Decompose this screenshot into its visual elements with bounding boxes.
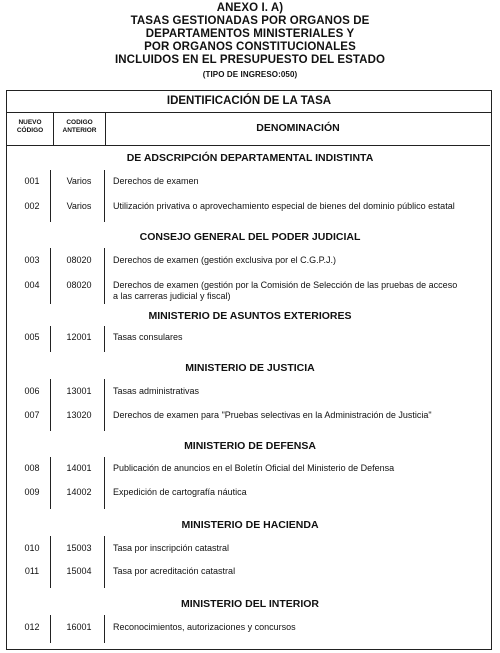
old-code: 12001 <box>66 332 92 342</box>
column-divider <box>50 457 51 509</box>
column-divider <box>50 326 51 352</box>
column-divider <box>50 170 51 222</box>
col-header-new-code-line-1: NUEVO <box>18 119 42 126</box>
denomination-line: Derechos de examen (gestión por la Comisión de Selección de las pruebas de acceso <box>113 280 458 290</box>
new-code: 011 <box>24 566 40 576</box>
income-type-note: (TIPO DE INGRESO:050) <box>202 70 298 79</box>
doc-title-line-3: POR ORGANOS CONSTITUCIONALES <box>144 41 356 53</box>
table-title: IDENTIFICACIÓN DE LA TASA <box>7 91 491 113</box>
denomination <box>113 280 485 302</box>
old-code: 08020 <box>66 280 92 290</box>
denomination: Tasa por inscripción catastral <box>113 543 230 553</box>
new-code: 006 <box>24 386 40 396</box>
section-title: DE ADSCRIPCIÓN DEPARTAMENTAL INDISTINTA <box>126 152 374 164</box>
denomination: Derechos de examen <box>113 176 199 186</box>
new-code: 003 <box>24 255 40 265</box>
denomination: Derechos de examen para "Pruebas selectivas en la Administración de Justicia" <box>113 410 432 420</box>
old-code: 15004 <box>66 566 92 576</box>
denomination: Tasa por acreditación catastral <box>113 566 236 576</box>
column-divider <box>104 326 105 352</box>
column-divider <box>104 170 105 222</box>
section-title: MINISTERIO DEL INTERIOR <box>180 598 320 610</box>
denomination: Publicación de anuncios en el Boletín Oficial del Ministerio de Defensa <box>113 463 395 473</box>
new-code: 005 <box>24 332 40 342</box>
section-title: CONSEJO GENERAL DEL PODER JUDICIAL <box>139 231 361 243</box>
denomination-line: a las carreras judicial y fiscal) <box>113 291 231 301</box>
old-code: 13020 <box>66 410 92 420</box>
doc-title-line-2: DEPARTAMENTOS MINISTERIALES Y <box>145 28 355 40</box>
old-code: Varios <box>66 176 92 186</box>
new-code: 012 <box>24 622 40 632</box>
col-header-old-code <box>54 113 106 146</box>
doc-title-line-4: INCLUIDOS EN EL PRESUPUESTO DEL ESTADO <box>114 54 386 66</box>
denomination: Tasas administrativas <box>113 386 200 396</box>
column-divider <box>104 457 105 509</box>
doc-title-line-1: TASAS GESTIONADAS POR ORGANOS DE <box>130 15 370 27</box>
new-code: 004 <box>24 280 40 290</box>
column-divider <box>104 379 105 431</box>
column-divider <box>50 615 51 643</box>
new-code: 009 <box>24 487 40 497</box>
section-title: MINISTERIO DE ASUNTOS EXTERIORES <box>148 310 352 322</box>
column-divider <box>104 615 105 643</box>
old-code: 16001 <box>66 622 92 632</box>
new-code: 002 <box>24 201 40 211</box>
denomination: Expedición de cartografía náutica <box>113 487 247 497</box>
col-header-new-code-line-2: CÓDIGO <box>16 127 44 134</box>
denomination: Derechos de examen (gestión exclusiva por el C.G.P.J.) <box>113 255 336 265</box>
column-divider <box>50 536 51 588</box>
new-code: 001 <box>24 176 40 186</box>
col-header-old-code-line-2: ANTERIOR <box>62 127 97 134</box>
section-title: MINISTERIO DE HACIENDA <box>181 519 319 531</box>
col-header-old-code-line-1: CODIGO <box>66 119 93 126</box>
new-code: 008 <box>24 463 40 473</box>
section-title: MINISTERIO DE JUSTICIA <box>185 362 315 374</box>
old-code: Varios <box>66 201 92 211</box>
new-code: 007 <box>24 410 40 420</box>
denomination: Tasas consulares <box>113 332 183 342</box>
column-divider <box>104 248 105 304</box>
col-header-denomination: DENOMINACIÓN <box>106 113 490 146</box>
new-code: 010 <box>24 543 40 553</box>
denomination: Utilización privativa o aprovechamiento especial de bienes del dominio público estatal <box>113 201 455 211</box>
old-code: 14001 <box>66 463 92 473</box>
col-header-new-code <box>7 113 54 146</box>
annex-title: ANEXO I. A) <box>216 2 284 14</box>
column-divider <box>50 248 51 304</box>
denomination: Reconocimientos, autorizaciones y concursos <box>113 622 296 632</box>
section-title: MINISTERIO DE DEFENSA <box>184 440 316 452</box>
old-code: 15003 <box>66 543 92 553</box>
old-code: 08020 <box>66 255 92 265</box>
column-divider <box>104 536 105 588</box>
column-divider <box>50 379 51 431</box>
old-code: 13001 <box>66 386 92 396</box>
old-code: 14002 <box>66 487 92 497</box>
